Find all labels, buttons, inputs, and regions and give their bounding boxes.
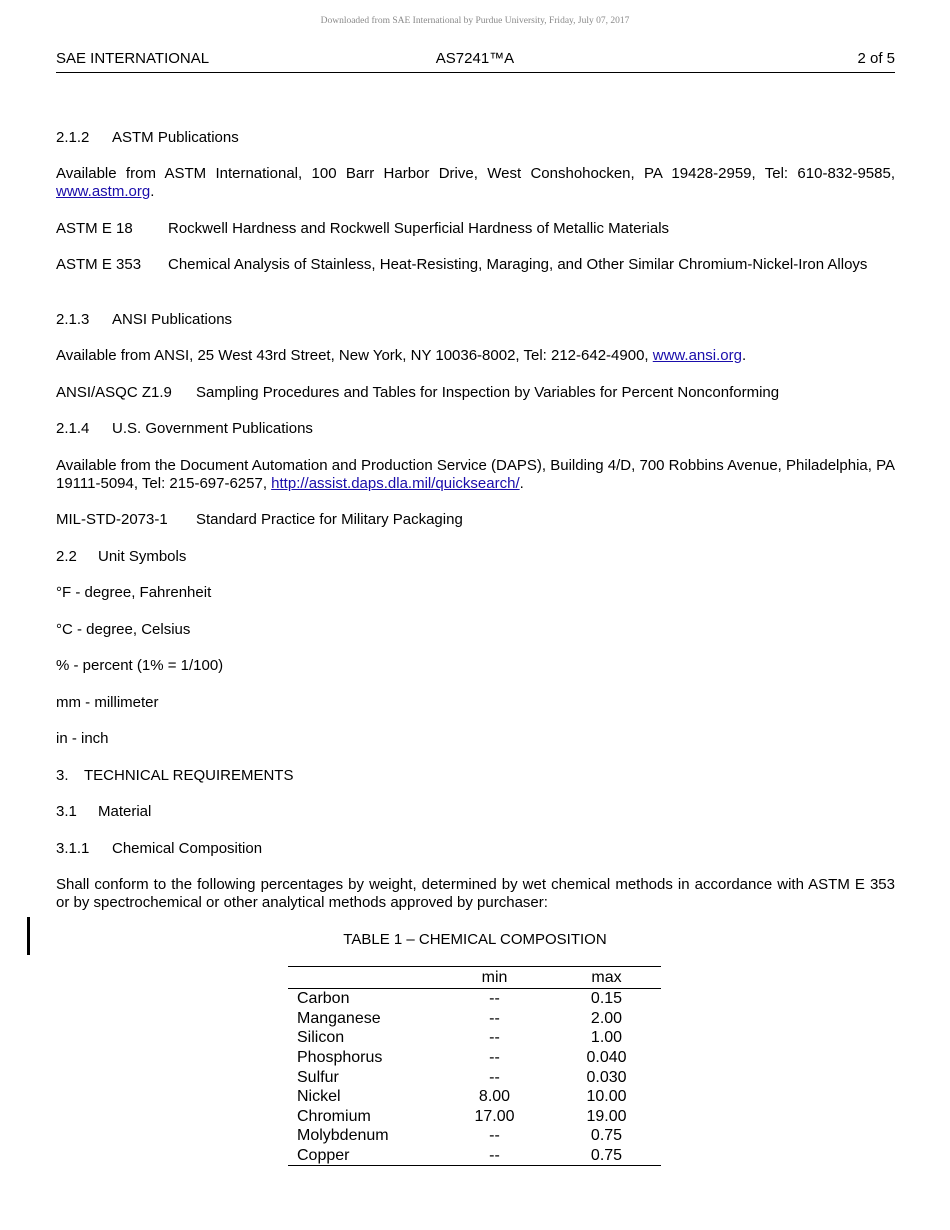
table-row	[288, 1087, 661, 1107]
max-value: 19.00	[586, 1107, 627, 1125]
element-name: Molybdenum	[297, 1127, 389, 1145]
unit-fahrenheit: °F - degree, Fahrenheit	[56, 584, 212, 601]
min-value: --	[489, 1009, 500, 1027]
header-rule	[56, 72, 895, 73]
max-value: 0.15	[590, 990, 623, 1008]
min-value: --	[489, 1068, 500, 1086]
ansi-link[interactable]: www.ansi.org	[652, 347, 742, 364]
gov-availability	[56, 457, 895, 493]
chemical-composition-intro: Shall conform to the following percentages by weight, determined by wet chemical methods in accordance with ASTM E 353 or by spectrochemical or other analytical methods approved by purchaser:	[56, 876, 895, 911]
max-value: 1.00	[590, 1029, 623, 1047]
ref-code: ANSI/ASQC Z1.9	[56, 384, 172, 401]
element-name: Sulfur	[297, 1068, 339, 1086]
table-row	[288, 1028, 661, 1048]
unit-millimeter: mm - millimeter	[56, 694, 159, 711]
section-title: TECHNICAL REQUIREMENTS	[84, 767, 294, 784]
section-title: Chemical Composition	[112, 840, 263, 857]
table-row	[288, 1009, 661, 1029]
header-max: max	[591, 968, 622, 986]
element-name: Copper	[297, 1147, 350, 1165]
ref-code: ASTM E 18	[56, 220, 133, 237]
table-title: TABLE 1 – CHEMICAL COMPOSITION	[343, 931, 607, 948]
gov-availability-tail: .	[519, 475, 524, 492]
max-value: 0.75	[590, 1127, 623, 1145]
header-org: SAE INTERNATIONAL	[56, 50, 210, 67]
max-value: 2.00	[590, 1009, 623, 1027]
min-value: 17.00	[474, 1107, 515, 1125]
table-header-row	[288, 967, 661, 989]
table-row	[288, 1126, 661, 1146]
table-row	[288, 989, 661, 1009]
section-3-1-1-heading	[56, 840, 895, 858]
element-name: Phosphorus	[297, 1049, 383, 1067]
element-name: Chromium	[297, 1107, 371, 1125]
unit-percent: % - percent (1% = 1/100)	[56, 657, 224, 674]
min-value: --	[489, 1147, 500, 1165]
section-title: Unit Symbols	[98, 548, 187, 565]
min-value: 8.00	[478, 1088, 511, 1106]
table-row	[288, 1107, 661, 1127]
section-3-1-heading	[56, 803, 895, 821]
astm-availability-text: Available from ASTM International, 100 Barr Harbor Drive, West Conshohocken, PA 19428-2959, Tel: 610-832-9585,	[56, 165, 895, 182]
download-watermark: Downloaded from SAE International by Purdue University, Friday, July 07, 2017	[320, 16, 630, 26]
astm-ref-e18	[56, 220, 895, 238]
unit-celsius: °C - degree, Celsius	[56, 621, 191, 638]
ref-description: Sampling Procedures and Tables for Inspection by Variables for Percent Nonconforming	[196, 384, 780, 401]
ansi-availability-text: Available from ANSI, 25 West 43rd Street, New York, NY 10036-8002, Tel: 212-642-4900,	[56, 347, 653, 364]
min-value: --	[489, 990, 500, 1008]
section-title: ASTM Publications	[112, 129, 239, 146]
table-row	[288, 1146, 661, 1166]
max-value: 0.030	[586, 1068, 627, 1086]
section-number: 2.2	[56, 548, 77, 565]
ref-description: Standard Practice for Military Packaging	[196, 511, 463, 528]
min-value: --	[489, 1049, 500, 1067]
assist-link[interactable]: http://assist.daps.dla.mil/quicksearch/	[271, 475, 520, 492]
section-title: Material	[98, 803, 152, 820]
min-value: --	[489, 1029, 500, 1047]
section-2-1-3-heading	[56, 311, 895, 329]
section-number: 3.	[56, 767, 69, 784]
section-number: 2.1.2	[56, 129, 90, 146]
min-value: --	[489, 1127, 500, 1145]
ansi-ref-z1-9	[56, 384, 895, 402]
section-2-1-4-heading	[56, 420, 895, 438]
header-doc-number: AS7241™A	[435, 50, 515, 67]
section-number: 3.1.1	[56, 840, 90, 857]
astm-ref-e353	[56, 256, 895, 292]
table-row	[288, 1067, 661, 1087]
max-value: 0.040	[586, 1049, 627, 1067]
section-3-heading	[56, 767, 895, 785]
ansi-availability-tail: .	[741, 347, 747, 364]
section-title: ANSI Publications	[112, 311, 233, 328]
section-number: 2.1.4	[56, 420, 90, 437]
section-number: 2.1.3	[56, 311, 90, 328]
section-number: 3.1	[56, 803, 77, 820]
header-element	[288, 967, 437, 989]
element-name: Nickel	[297, 1088, 341, 1106]
element-name: Manganese	[297, 1009, 381, 1027]
ref-code: MIL-STD-2073-1	[56, 511, 168, 528]
max-value: 0.75	[590, 1147, 623, 1165]
header-page-number: 2 of 5	[857, 50, 895, 67]
section-2-1-2-heading	[56, 129, 895, 147]
ref-description: Chemical Analysis of Stainless, Heat-Resisting, Maraging, and Other Similar Chromium-Nickel-Iron Alloys	[168, 256, 868, 273]
astm-availability	[56, 165, 895, 201]
gov-availability-text: Available from the Document Automation and Production Service (DAPS), Building 4/D, 700 Robbins Avenue, Philadelphia, PA 19111-5094, Tel: 215-697-6257,	[56, 457, 895, 492]
section-2-2-heading	[56, 548, 895, 566]
header-min: min	[481, 968, 508, 986]
mil-std-ref	[56, 511, 895, 529]
astm-link[interactable]: www.astm.org	[56, 183, 151, 200]
unit-inch: in - inch	[56, 730, 109, 747]
table-row	[288, 1048, 661, 1068]
ref-code: ASTM E 353	[56, 256, 142, 273]
element-name: Carbon	[297, 990, 350, 1008]
section-title: U.S. Government Publications	[112, 420, 313, 437]
element-name: Silicon	[297, 1029, 345, 1047]
astm-availability-tail: .	[150, 183, 155, 200]
ref-description: Rockwell Hardness and Rockwell Superficial Hardness of Metallic Materials	[168, 220, 670, 237]
ansi-availability	[56, 347, 895, 365]
chemical-composition-table	[288, 966, 661, 1166]
max-value: 10.00	[586, 1088, 627, 1106]
